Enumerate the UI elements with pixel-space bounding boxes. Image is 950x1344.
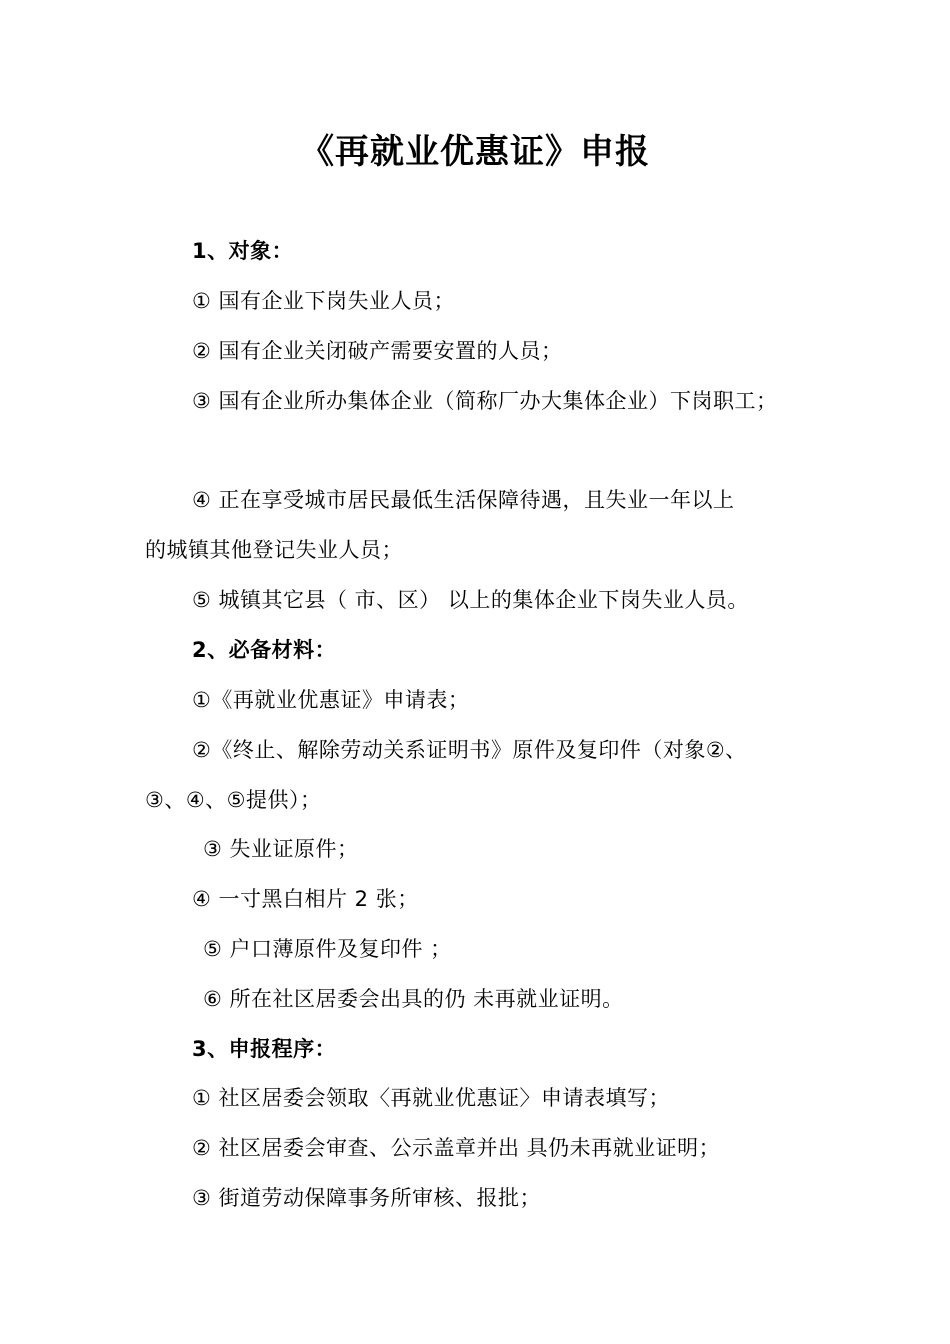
list-item: ② 社区居委会审查、公示盖章并出 具仍未再就业证明； <box>192 1136 721 1160</box>
list-item-continuation: 的城镇其他登记失业人员； <box>145 538 403 562</box>
section-heading-procedure: 3、申报程序： <box>192 1037 337 1061</box>
list-item: ①《再就业优惠证》申请表； <box>192 688 470 712</box>
list-item: ⑤ 城镇其它县（ 市、区） 以上的集体企业下岗失业人员。 <box>192 588 749 612</box>
list-item: ① 社区居委会领取〈再就业优惠证〉申请表填写； <box>192 1086 670 1110</box>
list-item: ② 国有企业关闭破产需要安置的人员； <box>192 339 563 363</box>
section-heading-target: 1、对象： <box>192 239 294 263</box>
list-item: ②《终止、解除劳动关系证明书》原件及复印件（对象②、 <box>192 738 747 762</box>
list-item: ③ 国有企业所办集体企业（简称厂办大集体企业）下岗职工； <box>192 389 778 413</box>
list-item: ③ 街道劳动保障事务所审核、报批； <box>192 1186 542 1210</box>
list-item: ④ 正在享受城市居民最低生活保障待遇，且失业一年以上 <box>192 488 735 512</box>
list-item: ① 国有企业下岗失业人员； <box>192 289 456 313</box>
list-item: ⑥ 所在社区居委会出具的仍 未再就业证明。 <box>203 987 624 1011</box>
list-item-continuation: ③、④、⑤提供）； <box>145 788 322 812</box>
list-item: ④ 一寸黑白相片 2 张； <box>192 887 419 911</box>
list-item: ③ 失业证原件； <box>203 837 359 861</box>
section-heading-materials: 2、必备材料： <box>192 638 337 662</box>
document-title: 《再就业优惠证》申报 <box>300 132 650 172</box>
list-item: ⑤ 户口薄原件及复印件 ； <box>203 937 452 961</box>
